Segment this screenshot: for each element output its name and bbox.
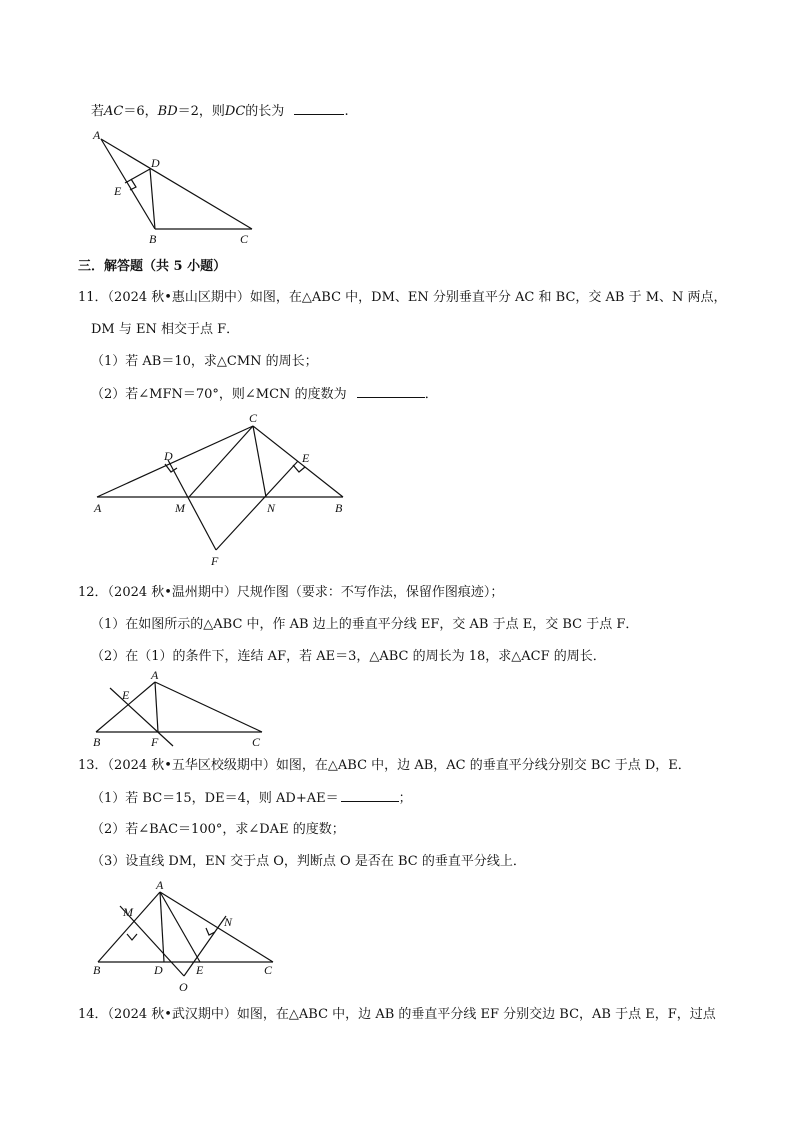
label-e: E <box>122 688 130 702</box>
line-ba <box>98 892 160 962</box>
line-af <box>155 682 158 732</box>
section-heading: 三．解答题（共 5 小题） <box>78 259 227 274</box>
label-a: A <box>156 878 164 892</box>
q11-answer-blank <box>357 385 425 398</box>
q10-suffix: 的长为 <box>245 104 285 119</box>
label-f: F <box>211 554 219 568</box>
q10-end: . <box>344 104 349 119</box>
q11-part2 <box>91 385 438 404</box>
line-cm <box>189 426 253 497</box>
q13-part2: （2）若∠BAC＝100°，求∠DAE 的度数； <box>91 822 345 837</box>
q10-ac: AC <box>104 104 124 119</box>
q12-line1: 12．（2024 秋•温州期中）尺规作图（要求：不写作法，保留作图痕迹）； <box>78 585 504 600</box>
label-b: B <box>335 501 343 515</box>
label-b: B <box>93 963 101 977</box>
label-a: A <box>151 668 159 682</box>
q10-ac-eq: ＝6， <box>123 104 158 119</box>
right-angle-mark-m <box>127 934 137 940</box>
label-c: C <box>249 411 258 425</box>
line-ac <box>160 892 273 962</box>
label-m: M <box>175 501 185 515</box>
label-b: B <box>149 232 157 246</box>
line-ab <box>101 139 155 229</box>
label-m: M <box>123 905 133 919</box>
q13-part1-text: （1）若 BC＝15，DE＝4，则 AD+AE＝ <box>91 791 339 806</box>
q10-bd-eq: ＝2，则 <box>177 104 225 119</box>
line-ef-bisector <box>110 688 173 746</box>
q13-part1 <box>91 789 412 808</box>
label-c: C <box>264 963 273 977</box>
q10-prefix: 若 <box>91 104 105 119</box>
label-n: N <box>267 501 276 515</box>
line-ac <box>97 426 253 497</box>
label-c: C <box>252 735 261 749</box>
label-d: D <box>164 449 173 463</box>
q13-figure <box>90 876 290 996</box>
label-a: A <box>93 128 101 142</box>
label-f: F <box>151 735 159 749</box>
q12-figure <box>90 668 280 753</box>
label-e: E <box>302 451 310 465</box>
line-bd <box>150 169 155 229</box>
label-b: B <box>93 735 101 749</box>
q13-answer-blank <box>341 789 399 802</box>
q11-line2: DM 与 EN 相交于点 F． <box>91 322 240 337</box>
label-c: C <box>240 232 249 246</box>
label-e: E <box>114 184 122 198</box>
q11-part1: （1）若 AB＝10，求△CMN 的周长； <box>91 354 318 369</box>
line-cn <box>253 426 266 497</box>
q11-line1: 11．（2024 秋•惠山区期中）如图，在△ABC 中，DM、EN 分别垂直平分 AC 和 BC，交 AB 于 M、N 两点， <box>78 290 727 305</box>
label-n: N <box>224 915 233 929</box>
q11-part2-text: （2）若∠MFN＝70°，则∠MCN 的度数为 <box>91 387 347 402</box>
label-e: E <box>196 963 204 977</box>
label-a: A <box>94 501 102 515</box>
label-o: O <box>179 980 188 994</box>
q13-part3: （3）设直线 DM，EN 交于点 O，判断点 O 是否在 BC 的垂直平分线上． <box>91 854 526 869</box>
q14-line1: 14．（2024 秋•武汉期中）如图，在△ABC 中，边 AB 的垂直平分线 EF 分别交边 BC，AB 于点 E，F，过点 <box>78 1007 716 1022</box>
label-d: D <box>151 156 160 170</box>
q10-bd: BD <box>157 104 178 119</box>
line-ac <box>101 139 252 229</box>
line-de <box>125 169 150 183</box>
q11-part2-end: ． <box>424 387 438 402</box>
q10-text <box>91 102 349 121</box>
q12-part2: （2）在（1）的条件下，连结 AF，若 AE＝3，△ABC 的周长为 18，求△ACF 的周长． <box>91 649 606 664</box>
line-ac <box>155 682 262 732</box>
q10-dc: DC <box>224 104 246 119</box>
q13-part1-end: ； <box>398 791 412 806</box>
q11-figure <box>90 410 360 570</box>
line-ae <box>160 892 200 962</box>
q10-figure <box>85 125 265 250</box>
label-d: D <box>154 963 163 977</box>
q12-part1: （1）在如图所示的△ABC 中，作 AB 边上的垂直平分线 EF，交 AB 于点 E，交 BC 于点 F． <box>91 617 639 632</box>
line-en-extended <box>216 461 298 550</box>
q10-answer-blank <box>294 102 344 115</box>
q13-line1: 13．（2024 秋•五华区校级期中）如图，在△ABC 中，边 AB，AC 的垂直平分线分别交 BC 于点 D，E． <box>78 758 691 773</box>
